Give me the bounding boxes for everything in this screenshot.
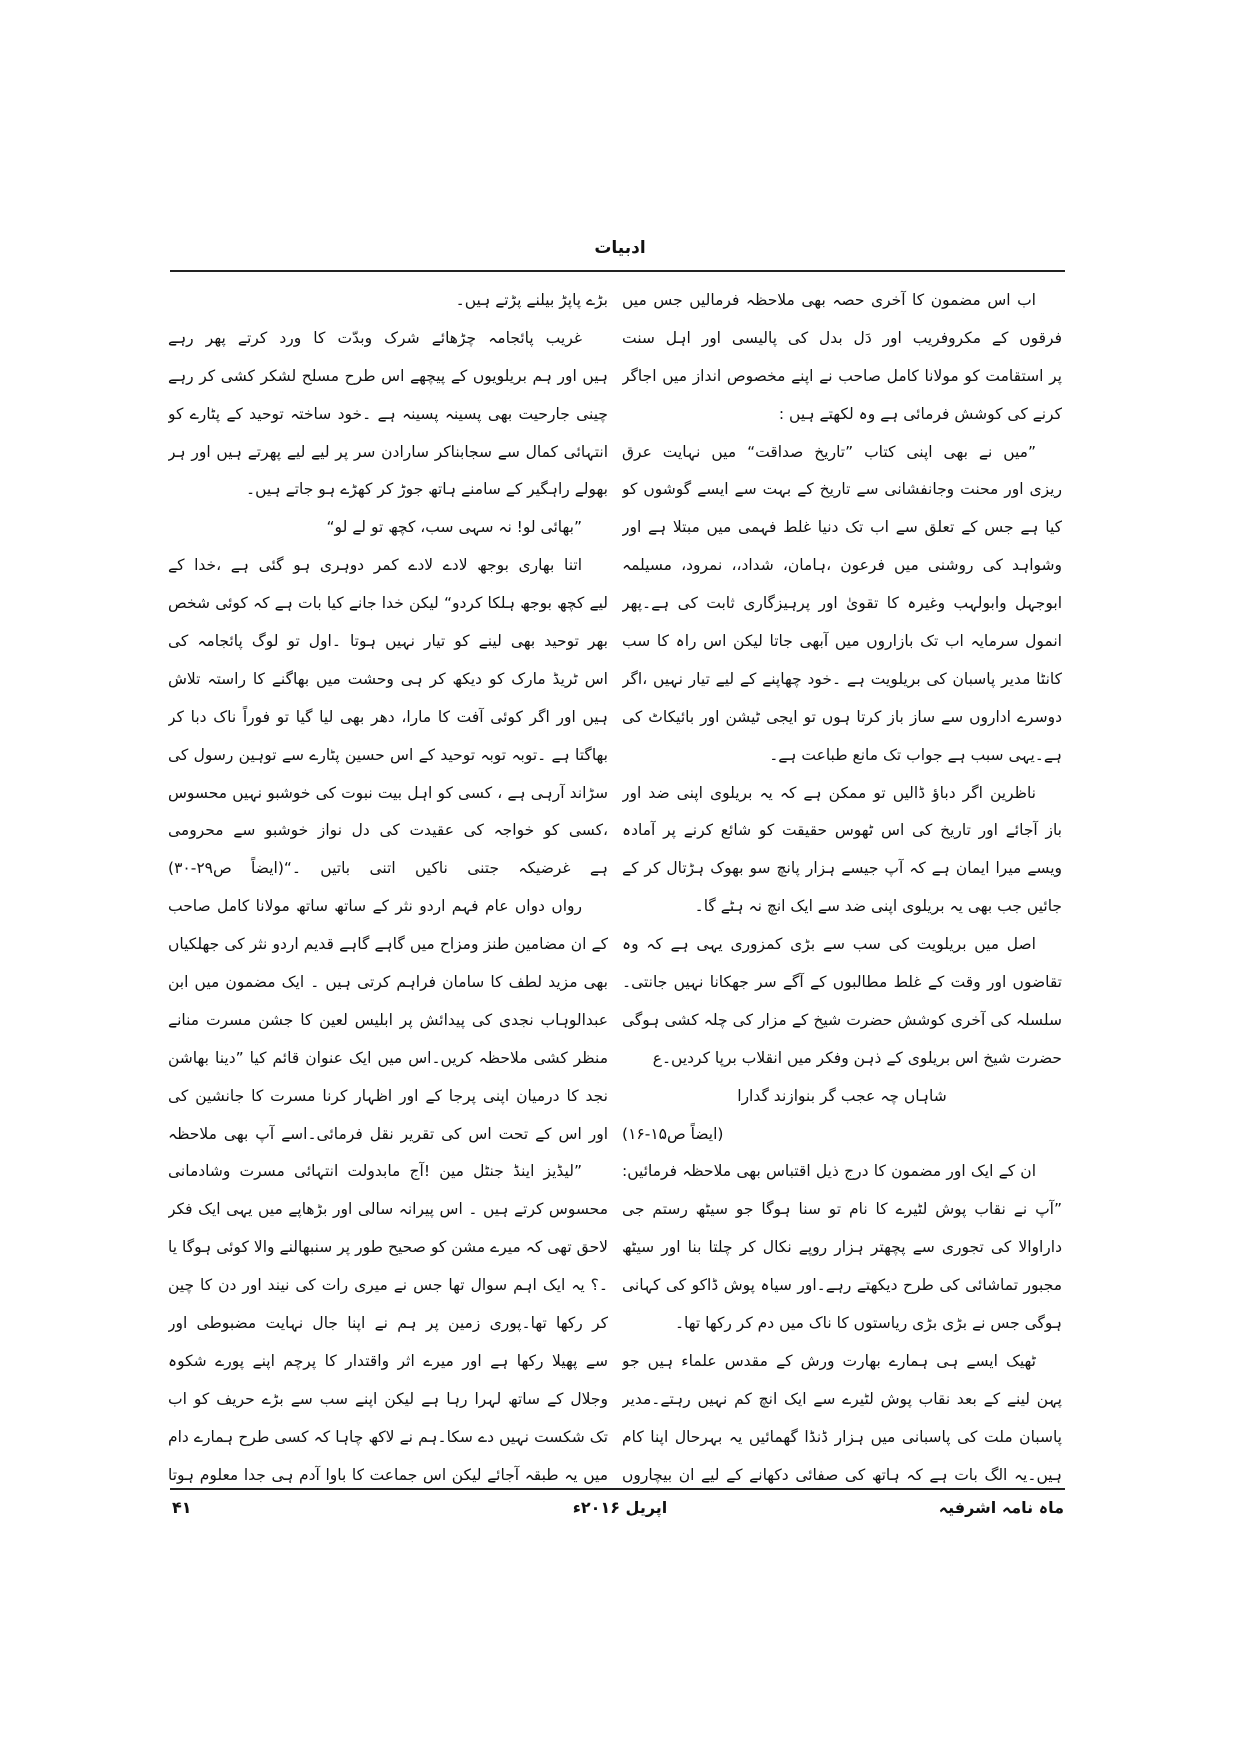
right-column bbox=[622, 282, 1062, 1495]
text-line: رواں دواں عام فہم اردو نثر کے ساتھ ساتھ مولانا کامل صاحب bbox=[168, 897, 582, 916]
section-title: ادبیات bbox=[594, 238, 646, 258]
text-line: ابوجہل وابولہب وغیرہ کا تقویٰ اور پرہیزگاری ثابت کی ہے۔پھر bbox=[622, 594, 1062, 613]
text-line: اتنا بھاری بوجھ لادے لادے کمر دوہری ہو گئی ہے ،خدا کے bbox=[168, 556, 582, 575]
footer-rule bbox=[170, 1488, 1065, 1490]
page-number: ۴۱ bbox=[172, 1498, 192, 1517]
text-line: اس ٹریڈ مارک کو دیکھ کر ہی وحشت میں بھاگنے کا راستہ تلاش bbox=[168, 669, 608, 688]
text-line: ”میں نے بھی اپنی کتاب ”تاریخ صداقت“ میں نہایت عرق bbox=[622, 442, 1036, 461]
text-line: غریب پائجامہ چڑھائے شرک وبدّت کا ورد کرتے پھر رہے bbox=[168, 328, 582, 347]
text-line: ان کے ایک اور مضمون کا درج ذیل اقتباس بھی ملاحظہ فرمائیں: bbox=[622, 1162, 1036, 1181]
text-line: تک شکست نہیں دے سکا۔ہم نے لاکھ چاہا کہ کسی طرح ہمارے دام bbox=[168, 1427, 608, 1446]
text-line: بھر توحید بھی لینے کو تیار نہیں ہوتا ۔اول تو لوگ پائجامہ کی bbox=[168, 632, 608, 651]
text-line: سلسلہ کی آخری کوشش حضرت شیخ کے مزار کی چلہ کشی ہوگی bbox=[622, 1010, 1062, 1029]
magazine-name: ماہ نامہ اشرفیہ bbox=[938, 1498, 1064, 1517]
issue-date: اپریل ۲۰۱۶ء bbox=[572, 1498, 668, 1517]
text-line: بھاگتا ہے ۔توبہ توبہ توحید کے اس حسین پٹارے سے توہین رسول کی bbox=[168, 745, 608, 764]
text-line: ناظرین اگر دباؤ ڈالیں تو ممکن ہے کہ یہ بریلوی اپنی ضد اور bbox=[622, 783, 1036, 802]
text-line: اصل میں بریلویت کی سب سے بڑی کمزوری یہی ہے کہ وہ bbox=[622, 935, 1036, 954]
text-line: ہے۔یہی سبب ہے جواب تک مانع طباعت ہے۔ bbox=[769, 745, 1062, 764]
text-line: میں یہ طبقہ آجائے لیکن اس جماعت کا باوا آدم ہی جدا معلوم ہوتا bbox=[168, 1465, 608, 1484]
text-line: ہیں۔یہ الگ بات ہے کہ ہاتھ کی صفائی دکھانے کے لیے ان بیچاروں bbox=[622, 1465, 1062, 1484]
text-line: ٹھیک ایسے ہی ہمارے بھارت ورش کے مقدس علماء ہیں جو bbox=[622, 1351, 1036, 1370]
text-line: وجلال کے ساتھ لہرا رہا ہے لیکن اپنے سب سے بڑے حریف کو اب bbox=[168, 1389, 608, 1408]
text-line: منظر کشی ملاحظہ کریں۔اس میں ایک عنوان قائم کیا ”دینا بھاشن bbox=[168, 1048, 608, 1067]
text-line: (ایضاً ص۱۵-۱۶) bbox=[622, 1124, 724, 1143]
left-column bbox=[168, 282, 608, 1495]
text-line: کرنے کی کوشش فرمائی ہے وہ لکھتے ہیں : bbox=[778, 404, 1062, 423]
text-line: ۔؟ یہ ایک اہم سوال تھا جس نے میری رات کی نیند اور دن کا چین bbox=[168, 1276, 608, 1295]
text-line: کر رکھا تھا۔پوری زمین پر ہم نے اپنا جال نہایت مضبوطی اور bbox=[168, 1314, 608, 1333]
header-rule bbox=[170, 270, 1065, 272]
text-line: مجبور تماشائی کی طرح دیکھتے رہے۔اور سیاہ پوش ڈاکو کی کہانی bbox=[622, 1276, 1062, 1295]
text-line: انتہائی کمال سے سجابناکر سارادن سر پر لیے لیے پھرتے ہیں اور ہر bbox=[168, 442, 608, 461]
text-line: فرقوں کے مکروفریب اور دَل بدل کی پالیسی اور اہل سنت bbox=[622, 328, 1062, 347]
text-line: بڑے پاپڑ بیلنے پڑتے ہیں۔ bbox=[455, 291, 608, 309]
text-line: بھی مزید لطف کا سامان فراہم کرتی ہیں ۔ ایک مضمون میں ابن bbox=[168, 973, 608, 992]
text-line: ”آپ نے نقاب پوش لٹیرے کا نام تو سنا ہوگا جو سیٹھ رستم جی bbox=[622, 1200, 1062, 1219]
text-line: عبدالوہاب نجدی کی پیدائش پر ابلیس لعین کا جشن مسرت منانے bbox=[168, 1010, 608, 1029]
text-line: نجد کا درمیان اپنی پرجا کے اور اظہار کرنا مسرت کا جانشین کی bbox=[168, 1086, 608, 1105]
text-line: کے ان مضامین طنز ومزاح میں گاہے گاہے قدیم اردو نثر کی جھلکیاں bbox=[168, 935, 608, 954]
text-line: ہوگی جس نے بڑی بڑی ریاستوں کا ناک میں دم کر رکھا تھا۔ bbox=[674, 1314, 1062, 1333]
text-line: ہے غرضیکہ جتنی ناکیں اتنی باتیں ۔“(ایضاً ص۲۹-۳۰) bbox=[168, 859, 608, 878]
text-line: باز آجائے اور تاریخ کی اس ٹھوس حقیقت کو شائع کرنے پر آمادہ bbox=[622, 821, 1062, 840]
text-line: لاحق تھی کہ میرے مشن کو صحیح طور پر سنبھالنے والا کوئی ہوگا یا bbox=[168, 1238, 608, 1257]
text-line: پاسبان ملت کی پاسبانی میں ہزار ڈنڈا گھمائیں یہ بہرحال اپنا کام bbox=[622, 1427, 1062, 1446]
text-line: پر استقامت کو مولانا کامل صاحب نے اپنے مخصوص انداز میں اجاگر bbox=[622, 366, 1062, 385]
text-line: اور اس کے تحت اس کی تقریر نقل فرمائی۔اسے آپ بھی ملاحظہ bbox=[168, 1124, 608, 1143]
text-line: بھولے راہگیر کے سامنے ہاتھ جوڑ کر کھڑے ہو جاتے ہیں۔ bbox=[246, 480, 608, 499]
text-line: کانٹا مدیر پاسبان کی بریلویت ہے ۔خود چھاپنے کے لیے تیار نہیں ،اگر bbox=[622, 669, 1062, 688]
text-line: ویسے میرا ایمان ہے کہ آپ جیسے ہزار پانچ سو بھوک ہڑتال کر کے bbox=[622, 859, 1062, 878]
text-line: داراوالا کی تجوری سے پچھتر ہزار روپے نکال کر چلتا بنا اور سیٹھ bbox=[622, 1238, 1062, 1257]
text-line: انمول سرمایہ اب تک بازاروں میں آبھی جاتا لیکن اس راہ کا سب bbox=[622, 632, 1062, 651]
text-line: ”لیڈیز اینڈ جنٹل مین !آج مابدولت انتہائی مسرت وشادمانی bbox=[168, 1162, 582, 1181]
text-line: ”بھائی لو! نہ سہی سب، کچھ تو لے لو“ bbox=[326, 518, 582, 537]
text-line: جائیں جب بھی یہ بریلوی اپنی ضد سے ایک انچ نہ ہٹے گا۔ bbox=[694, 897, 1062, 916]
text-line: دوسرے اداروں سے ساز باز کرتا ہوں تو ایجی ٹیشن اور بائیکاٹ کی bbox=[622, 707, 1062, 726]
text-line: حضرت شیخ اس بریلوی کے ذہن وفکر میں انقلاب برپا کردیں۔ع bbox=[652, 1048, 1062, 1067]
text-line: لیے کچھ بوجھ ہلکا کردو“ لیکن خدا جانے کیا بات ہے کہ کوئی شخص bbox=[168, 594, 608, 613]
text-line: پہن لینے کے بعد نقاب پوش لٹیرے سے ایک انچ کم نہیں رہتے۔مدیر bbox=[622, 1389, 1062, 1408]
text-line: محسوس کرتے ہیں ۔ اس پیرانہ سالی اور بڑھاپے میں یہی ایک فکر bbox=[168, 1200, 608, 1219]
text-line: تقاضوں اور وقت کے غلط مطالبوں کے آگے سر جھکانا نہیں جانتی۔ bbox=[622, 973, 1062, 992]
text-line: وشواہد کی روشنی میں فرعون ،ہامان، شداد،، نمرود، مسیلمہ bbox=[622, 556, 1062, 575]
text-line: کیا ہے جس کے تعلق سے اب تک دنیا غلط فہمی میں مبتلا ہے اور bbox=[622, 518, 1062, 537]
text-line: ،کسی کو خواجہ کی عقیدت کی دل نواز خوشبو سے محرومی bbox=[168, 821, 608, 840]
text-line: ہیں اور ہم بریلویوں کے پیچھے اس طرح مسلح لشکر کشی کر رہے bbox=[168, 366, 608, 385]
text-line: چینی جارحیت بھی پسینہ پسینہ ہے ۔خود ساختہ توحید کے پٹارے کو bbox=[168, 404, 608, 423]
text-line: سڑاند آرہی ہے ، کسی کو اہل بیت نبوت کی خوشبو نہیں محسوس bbox=[168, 783, 608, 802]
text-line: اب اس مضمون کا آخری حصہ بھی ملاحظہ فرمالیں جس میں bbox=[622, 291, 1036, 309]
text-line: سے پھیلا رکھا ہے اور میرے اثر واقتدار کا پرچم اپنے پورے شکوہ bbox=[168, 1351, 608, 1370]
text-line: شاہاں چہ عجب گر بنوازند گدارا bbox=[737, 1086, 947, 1105]
text-line: ہیں اور اگر کوئی آفت کا مارا، دھر بھی لیا گیا تو فوراً ناک دبا کر bbox=[168, 707, 608, 726]
text-line: ریزی اور محنت وجانفشانی سے تاریخ کے بہت سے ایسے گوشوں کو bbox=[622, 480, 1062, 499]
